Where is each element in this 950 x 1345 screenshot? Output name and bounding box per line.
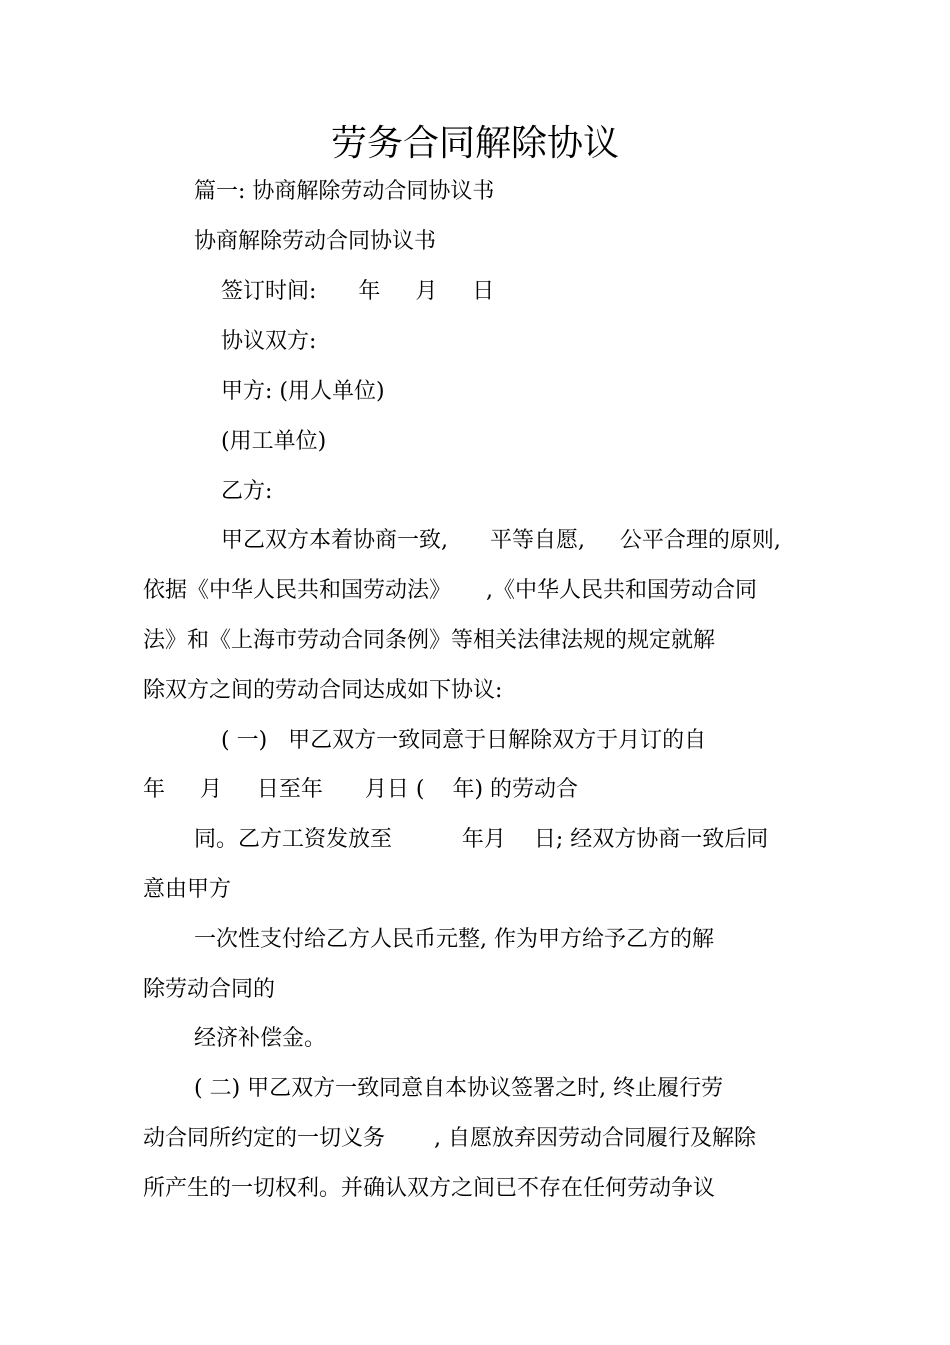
clause-1-line: 同。乙方工资发放至 年月 日; 经双方协商一致后同 (194, 827, 769, 852)
employer-unit-line: (用工单位) (221, 429, 327, 454)
party-a-line: 甲方: (用人单位) (221, 379, 385, 404)
clause-1-line: 经济补偿金。 (194, 1026, 327, 1051)
clause-1-line: 除劳动合同的 (143, 977, 276, 1002)
clause-2-line: 动合同所约定的一切义务 , 自愿放弃因劳动合同履行及解除 (143, 1126, 756, 1151)
section-heading: 篇一: 协商解除劳动合同协议书 (194, 179, 495, 204)
preamble-line: 除双方之间的劳动合同达成如下协议: (143, 678, 503, 703)
sign-date-line: 签订时间: 年 月 日 (221, 279, 495, 304)
document-title: 劳务合同解除协议 (330, 123, 619, 164)
clause-1-line: 意由甲方 (143, 877, 232, 902)
subtitle: 协商解除劳动合同协议书 (194, 229, 437, 254)
clause-2-line: ( 二) 甲乙双方一致同意自本协议签署之时, 终止履行劳 (194, 1076, 724, 1101)
clause-1-line: ( 一) 甲乙双方一致同意于日解除双方于月订的自 (221, 728, 707, 753)
party-b-line: 乙方: (221, 479, 273, 504)
clause-1-line: 年 月 日至年 月日 ( 年) 的劳动合 (143, 777, 579, 802)
preamble-line: 甲乙双方本着协商一致, 平等自愿, 公平合理的原则, (221, 528, 781, 553)
preamble-line: 依据《中华人民共和国劳动法》 ,《中华人民共和国劳动合同 (143, 578, 757, 603)
preamble-line: 法》和《上海市劳动合同条例》等相关法律法规的规定就解 (143, 628, 716, 653)
parties-label: 协议双方: (221, 329, 317, 354)
clause-2-line: 所产生的一切权利。并确认双方之间已不存在任何劳动争议 (143, 1176, 716, 1201)
clause-1-line: 一次性支付给乙方人民币元整, 作为甲方给予乙方的解 (194, 927, 714, 952)
